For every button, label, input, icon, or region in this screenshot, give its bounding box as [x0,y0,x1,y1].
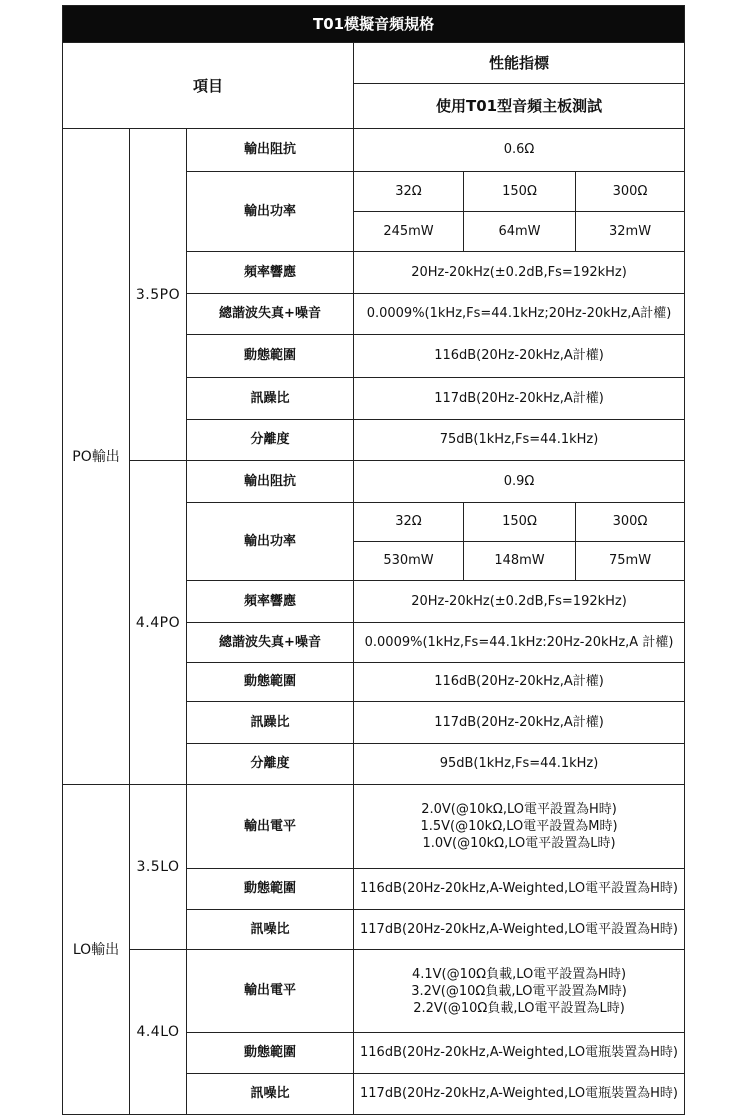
value-thd-n: 0.0009%(1kHz,Fs=44.1kHz;20Hz-20kHz,A計權) [354,294,685,335]
section-4.4lo: 4.4LO [130,950,187,1115]
header-test-condition: 使用T01型音頻主板測試 [354,84,685,129]
row-label-dynamic-range: 動態範圍 [187,869,354,910]
row-label-output-power: 輸出功率 [187,172,354,252]
output-level-line-h: 4.1V(@10Ω負載,LO電平設置為H時) [411,966,627,982]
spec-table [62,5,685,1115]
row-label-output-impedance: 輸出阻抗 [187,129,354,172]
row-label-output-level: 輸出電平 [187,950,354,1033]
value-snr: 117dB(20Hz-20kHz,A-Weighted,LO電平設置為H時) [354,910,685,950]
value-snr: 117dB(20Hz-20kHz,A-Weighted,LO電瓶裝置為H時) [354,1074,685,1115]
row-label-separation: 分離度 [187,420,354,461]
header-item: 項目 [63,43,354,129]
load-32ohm: 32Ω [354,172,464,212]
value-snr: 117dB(20Hz-20kHz,A計權) [354,378,685,420]
group-po-output: PO輸出 [63,129,130,785]
power-150ohm: 64mW [464,212,576,252]
output-level-line-m: 3.2V(@10Ω負載,LO電平設置為M時) [411,983,627,999]
row-label-snr: 訊躁比 [187,702,354,744]
row-label-dynamic-range: 動態範圍 [187,335,354,378]
row-label-dynamic-range: 動態範圍 [187,663,354,702]
value-dynamic-range: 116dB(20Hz-20kHz,A-Weighted,LO電平設置為H時) [354,869,685,910]
load-32ohm: 32Ω [354,503,464,542]
value-freq-response: 20Hz-20kHz(±0.2dB,Fs=192kHz) [354,252,685,294]
row-label-thd-n: 總諧波失真+噪音 [187,623,354,663]
value-snr: 117dB(20Hz-20kHz,A計權) [354,702,685,744]
power-300ohm: 32mW [576,212,685,252]
row-label-freq-response: 頻率響應 [187,581,354,623]
load-150ohm: 150Ω [464,172,576,212]
row-label-separation: 分離度 [187,744,354,785]
power-32ohm: 245mW [354,212,464,252]
value-output-impedance: 0.9Ω [354,461,685,503]
power-32ohm: 530mW [354,542,464,581]
group-lo-output: LO輸出 [63,785,130,1115]
load-150ohm: 150Ω [464,503,576,542]
output-level-line-h: 2.0V(@10kΩ,LO電平設置為H時) [421,802,617,817]
output-level-line-m: 1.5V(@10kΩ,LO電平設置為M時) [420,819,618,834]
header-performance: 性能指標 [354,43,685,84]
power-150ohm: 148mW [464,542,576,581]
value-output-level [354,785,685,869]
value-dynamic-range: 116dB(20Hz-20kHz,A計權) [354,335,685,378]
row-label-output-power: 輸出功率 [187,503,354,581]
row-label-snr: 訊噪比 [187,910,354,950]
table-title: T01模擬音頻規格 [63,6,685,43]
section-3.5lo: 3.5LO [130,785,187,950]
value-separation: 75dB(1kHz,Fs=44.1kHz) [354,420,685,461]
value-thd-n: 0.0009%(1kHz,Fs=44.1kHz:20Hz-20kHz,A 計權) [354,623,685,663]
value-freq-response: 20Hz-20kHz(±0.2dB,Fs=192kHz) [354,581,685,623]
row-label-snr: 訊噪比 [187,1074,354,1115]
power-300ohm: 75mW [576,542,685,581]
value-separation: 95dB(1kHz,Fs=44.1kHz) [354,744,685,785]
load-300ohm: 300Ω [576,503,685,542]
value-output-impedance: 0.6Ω [354,129,685,172]
row-label-snr: 訊躁比 [187,378,354,420]
row-label-output-level: 輸出電平 [187,785,354,869]
value-output-level [354,950,685,1033]
spec-table-container [62,5,684,1115]
output-level-line-l: 2.2V(@10Ω負載,LO電平設置為L時) [413,1000,625,1016]
load-300ohm: 300Ω [576,172,685,212]
row-label-thd-n: 總諧波失真+噪音 [187,294,354,335]
section-4.4po: 4.4PO [130,461,187,785]
output-level-line-l: 1.0V(@10kΩ,LO電平設置為L時) [422,836,616,851]
value-dynamic-range: 116dB(20Hz-20kHz,A計權) [354,663,685,702]
row-label-output-impedance: 輸出阻抗 [187,461,354,503]
value-dynamic-range: 116dB(20Hz-20kHz,A-Weighted,LO電瓶裝置為H時) [354,1033,685,1074]
row-label-freq-response: 頻率響應 [187,252,354,294]
row-label-dynamic-range: 動態範圍 [187,1033,354,1074]
section-3.5po: 3.5PO [130,129,187,461]
